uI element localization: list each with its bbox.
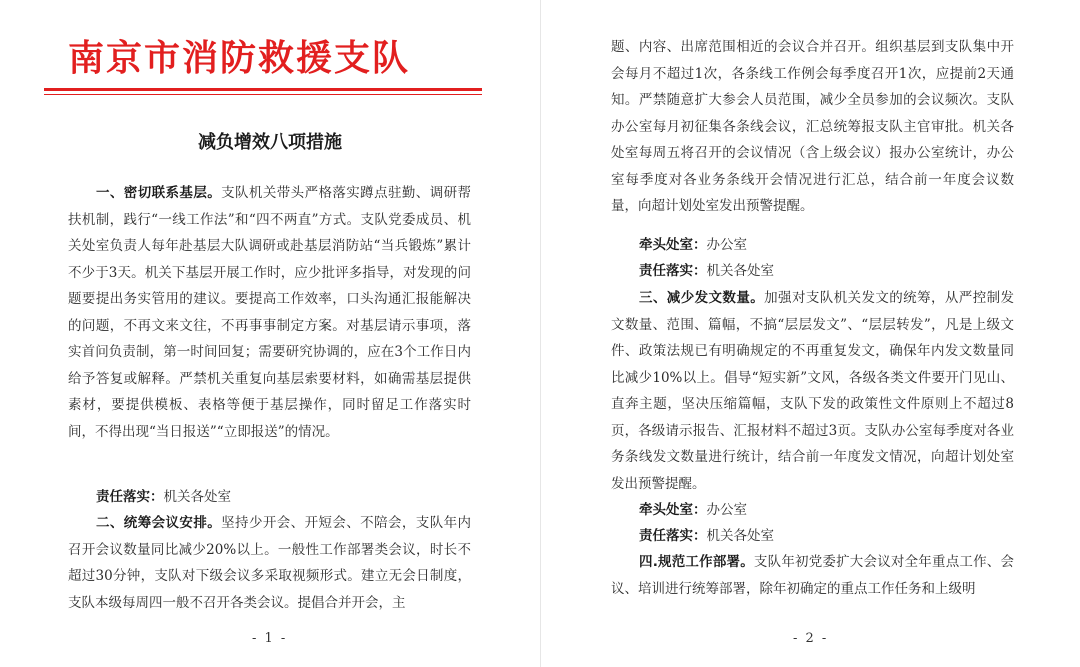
responsible-label: 责任落实： [639,528,707,544]
section-1-body: 支队机关带头严格落实蹲点驻勤、调研帮扶机制，践行“一线工作法”和“四不两直”方式。支队党委成员、机关处室负责人每年赴基层大队调研或赴基层消防站“当兵锻炼”累计不少于3天。机关下基层开展工作时，应少批评多指导，对发现的问题要提出务实管用的建议。要提高工作效率，口头沟通汇报能解决的问题，不再文来文往，不再事事制定方案。对基层请示事项，落实首问负责制，第一时间回复；需要研究协调的，应在3个工作日内给予答复或解释。严禁机关重复向基层索要材料，如确需基层提供素材，要提供模板、表格等便于基层操作，同时留足工作落实时间，不得出现“当日报送”“立即报送”的情况。 [68,185,472,440]
document-title: 减负增效八项措施 [198,132,342,153]
header-red-rule-thick [44,88,482,91]
section-2-lead [611,232,1014,259]
lead-label: 牵头处室： [639,237,707,253]
section-2-heading: 二、统筹会议安排。 [96,515,222,531]
responsible-value: 机关各处室 [706,528,774,544]
page-number: - 1 - [252,631,288,646]
section-4-heading: 四.规范工作部署。 [639,554,754,570]
section-2-body: 坚持少开会、开短会、不陪会，支队年内召开会议数量同比减少20%以上。一般性工作部署类会议，时长不超过30分钟，支队对下级会议多采取视频形式。建立无会日制度，支队本级每周四一般不召开各类会议。提倡合并开会，主 [68,515,472,611]
section-1-responsible [68,484,471,511]
section-2-responsible [611,258,1014,285]
section-4-paragraph [611,549,1014,602]
section-3-paragraph [611,285,1014,497]
section-1-paragraph [68,180,471,445]
responsible-label: 责任落实： [639,263,707,279]
responsible-value: 机关各处室 [163,489,231,505]
lead-label: 牵头处室： [639,502,707,518]
section-4-body: 支队年初党委扩大会议对全年重点工作、会议、培训进行统筹部署，除年初确定的重点工作任务和上级明 [611,554,1014,597]
header-red-rule-thin [44,94,482,95]
section-2-continued: 题、内容、出席范围相近的会议合并召开。组织基层到支队集中开会每月不超过1次，各条线工作例会每季度召开1次，应提前2天通知。严禁随意扩大参会人员范围，减少全员参加的会议频次。支队办公室每月初征集各条线会议，汇总统筹报支队主官审批。机关各处室每周五将召开的会议情况（含上级会议）报办公室统计，办公室每季度对各业务条线开会情况进行汇总，结合前一年度会议数量，向超计划处室发出预警提醒。 [611,39,1014,214]
page-2 [541,0,1080,667]
section-3-responsible [611,523,1014,550]
lead-value: 办公室 [706,502,747,518]
section-1-heading: 一、密切联系基层。 [96,185,222,201]
section-3-heading: 三、减少发文数量。 [639,290,765,306]
org-header-title: 南京市消防救援支队 [68,37,411,79]
section-2-paragraph [68,510,471,616]
page-number: - 2 - [793,631,829,646]
lead-value: 办公室 [706,237,747,253]
section-3-lead [611,497,1014,524]
section-3-body: 加强对支队机关发文的统筹，从严控制发文数量、范围、篇幅，不搞“层层发文”、“层层转发”，凡是上级文件、政策法规已有明确规定的不再重复发文，确保年内发文数量同比减少10%以上。倡导“短实新”文风，各级各类文件要开门见山、直奔主题，坚决压缩篇幅，支队下发的政策性文件原则上不超过8页，各级请示报告、汇报材料不超过3页。支队办公室每季度对各业务条线发文数量进行统计，结合前一年度发文情况，向超计划处室发出预警提醒。 [611,290,1015,492]
responsible-label: 责任落实： [96,489,164,505]
responsible-value: 机关各处室 [706,263,774,279]
